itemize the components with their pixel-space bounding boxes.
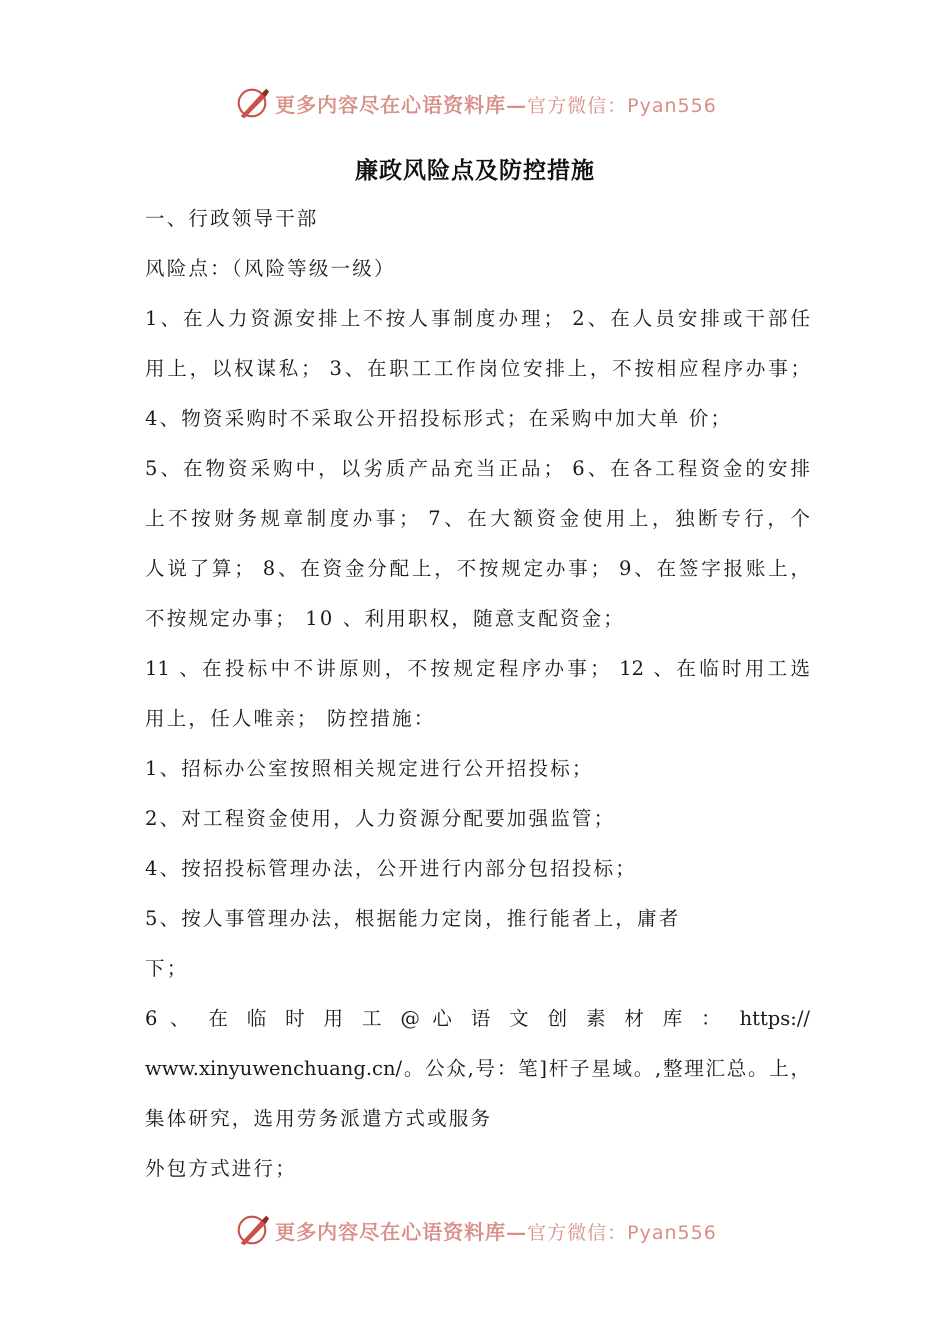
banner-slogan: 更多内容尽在心语资料库— xyxy=(275,92,528,117)
body-line: 11 、在投标中不讲原则，不按规定程序办事； 12 、在临时用工选 xyxy=(145,657,810,680)
body-line: 1、在人力资源安排上不按人事制度办理； 2、在人员安排或干部任 xyxy=(145,307,810,330)
body-line: 风险点：（风险等级一级） xyxy=(145,257,396,280)
body-line: 5、在物资采购中，以劣质产品充当正品； 6、在各工程资金的安排 xyxy=(145,457,810,480)
banner-label xyxy=(275,1216,717,1245)
body-line: 一、行政领导干部 xyxy=(145,207,319,230)
body-line: 集体研究，选用劳务派遣方式或服务 xyxy=(145,1107,493,1130)
body-line: www.xinyuwenchuang.cn/。公众,号：笔]杆子星域。,整理汇总。上， xyxy=(145,1057,810,1080)
banner-wechat: 官方微信：Pyan556 xyxy=(527,94,717,117)
document-title: 廉政风险点及防控措施 xyxy=(355,157,595,184)
body-line: 1、招标办公室按照相关规定进行公开招投标； xyxy=(145,757,594,780)
banner-slogan: 更多内容尽在心语资料库— xyxy=(275,1219,528,1244)
header-banner xyxy=(0,81,950,125)
footer-banner xyxy=(0,1208,950,1252)
body-line: 外包方式进行； xyxy=(145,1157,297,1180)
body-line: 上不按财务规章制度办事； 7、在大额资金使用上，独断专行，个 xyxy=(145,507,810,530)
banner-label xyxy=(275,89,717,118)
body-line: 4、按招投标管理办法，公开进行内部分包招投标； xyxy=(145,857,638,880)
document-body xyxy=(145,194,810,1194)
banner-wechat: 官方微信：Pyan556 xyxy=(527,1221,717,1244)
body-line: 用上，以权谋私； 3、在职工工作岗位安排上，不按相应程序办事； xyxy=(145,357,810,380)
body-line: 不按规定办事； 10 、利用职权，随意支配资金； xyxy=(145,607,626,630)
body-line: 6 、 在 临 时 用 工 @ 心 语 文 创 素 材 库 ： https:// xyxy=(145,1007,810,1030)
body-line: 用上，任人唯亲； 防控措施： xyxy=(145,707,436,730)
body-line: 下； xyxy=(145,957,189,980)
body-line: 5、按人事管理办法，根据能力定岗，推行能者上，庸者 xyxy=(145,907,681,930)
body-line: 人说了算； 8、在资金分配上，不按规定办事； 9、在签字报账上， xyxy=(145,557,810,580)
pen-logo-icon xyxy=(233,1211,271,1249)
body-line: 4、物资采购时不采取公开招投标形式；在采购中加大单 价； xyxy=(145,407,733,430)
body-line: 2、对工程资金使用，人力资源分配要加强监管； xyxy=(145,807,616,830)
pen-logo-icon xyxy=(233,84,271,122)
